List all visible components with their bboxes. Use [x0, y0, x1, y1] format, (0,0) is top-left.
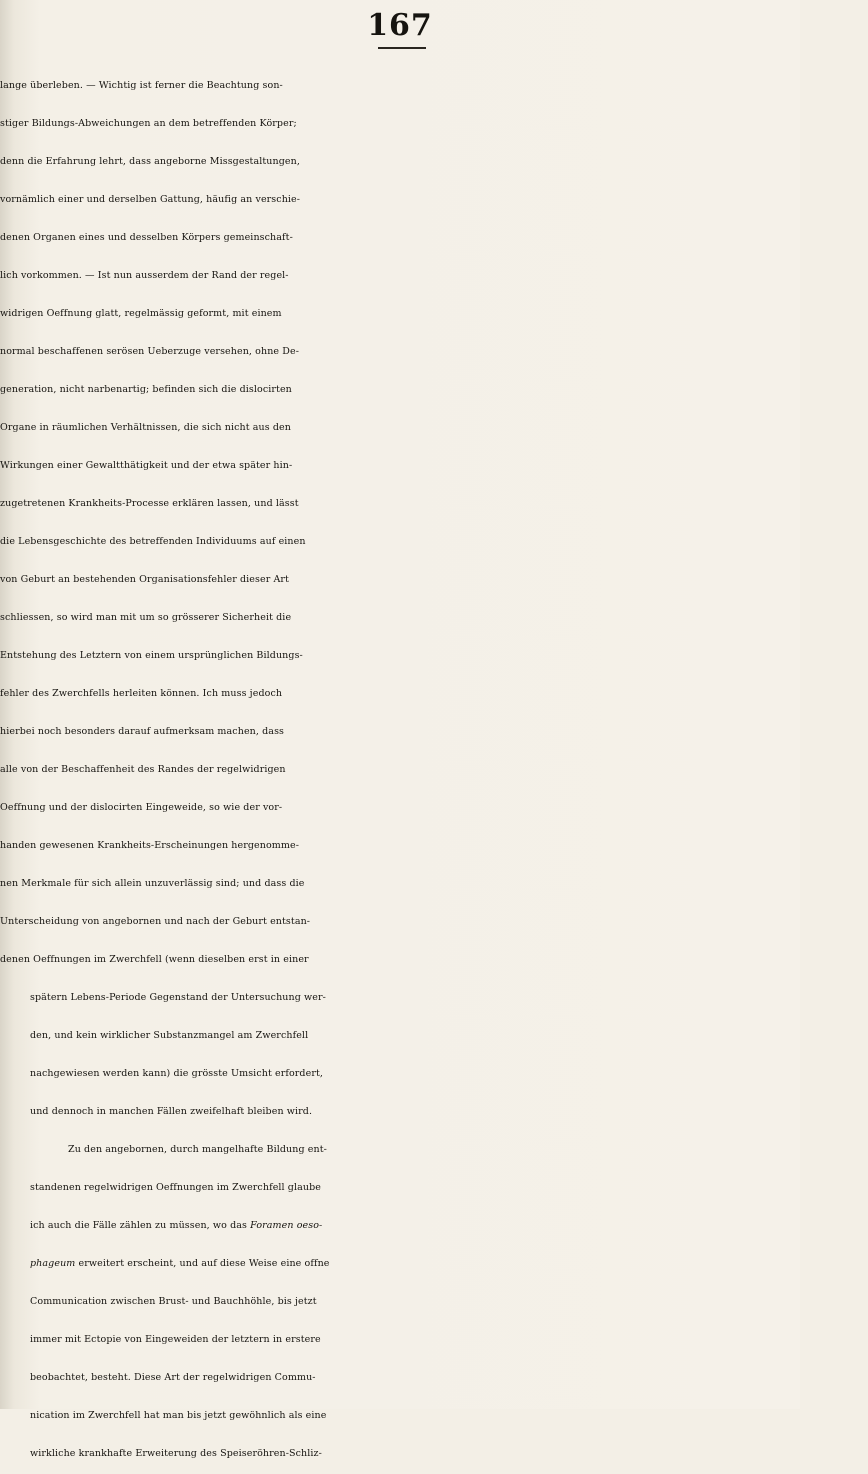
text-line: widrigen Oeffnung glatt, regelmässig geformt, mit einem [0, 308, 282, 319]
text-line: handen gewesenen Krankheits-Erscheinungen hergenomme- [0, 840, 300, 851]
text-line: phageum erweitert erscheint, und auf diese Weise eine offne [30, 1258, 330, 1269]
text-line: generation, nicht narbenartig; befinden sich die dislocirten [0, 384, 292, 395]
text-line: Zu den angebornen, durch mangelhafte Bildung ent- [68, 1144, 327, 1155]
text-line: von Geburt an bestehenden Organisationsfehler dieser Art [0, 574, 289, 585]
text-line: die Lebensgeschichte des betreffenden Individuums auf einen [0, 536, 306, 547]
text-line: lich vorkommen. — Ist nun ausserdem der Rand der regel- [0, 270, 289, 281]
text-line: Wirkungen einer Gewaltthätigkeit und der etwa später hin- [0, 460, 293, 471]
text-line: stiger Bildungs-Abweichungen an dem betreffenden Körper; [0, 118, 297, 129]
text-line: spätern Lebens-Periode Gegenstand der Untersuchung wer- [30, 992, 326, 1003]
text-line: denen Organen eines und desselben Körpers gemeinschaft- [0, 232, 293, 243]
text-line: und dennoch in manchen Fällen zweifelhaft bleiben wird. [30, 1106, 313, 1117]
text-line: nication im Zwerchfell hat man bis jetzt gewöhnlich als eine [30, 1410, 327, 1421]
text-line: denn die Erfahrung lehrt, dass angeborne Missgestaltungen, [0, 156, 300, 167]
page-number: 167 [367, 8, 433, 43]
text-line: vornämlich einer und derselben Gattung, häufig an verschie- [0, 194, 301, 205]
text-line: Communication zwischen Brust- und Bauchhöhle, bis jetzt [30, 1296, 317, 1307]
text-line: fehler des Zwerchfells herleiten können. Ich muss jedoch [0, 688, 283, 699]
text-line: schliessen, so wird man mit um so grösserer Sicherheit die [0, 612, 292, 623]
text-line: den, und kein wirklicher Substanzmangel am Zwerchfell [30, 1030, 309, 1041]
text-line: beobachtet, besteht. Diese Art der regelwidrigen Commu- [30, 1372, 316, 1383]
text-line: denen Oeffnungen im Zwerchfell (wenn dieselben erst in einer [0, 954, 309, 965]
text-line: lange überleben. — Wichtig ist ferner die Beachtung son- [0, 80, 283, 91]
text-line: wirkliche krankhafte Erweiterung des Speiseröhren-Schliz- [30, 1448, 322, 1459]
italic-term: Foramen oeso- [250, 1220, 323, 1231]
text-line: Organe in räumlichen Verhältnissen, die sich nicht aus den [0, 422, 291, 433]
text-line: nen Merkmale für sich allein unzuverlässig sind; und dass die [0, 878, 305, 889]
text-line: hierbei noch besonders darauf aufmerksam machen, dass [0, 726, 285, 737]
text-line: zugetretenen Krankheits-Processe erklären lassen, und lässt [0, 498, 299, 509]
italic-term: phageum [30, 1258, 76, 1269]
text-line: normal beschaffenen serösen Ueberzuge versehen, ohne De- [0, 346, 300, 357]
text-line: Entstehung des Letztern von einem ursprünglichen Bildungs- [0, 650, 303, 661]
text-line: Unterscheidung von angebornen und nach der Geburt entstan- [0, 916, 311, 927]
text-line: immer mit Ectopie von Eingeweiden der letztern in erstere [30, 1334, 321, 1345]
text-line: nachgewiesen werden kann) die grösste Umsicht erfordert, [30, 1068, 324, 1079]
text-line: standenen regelwidrigen Oeffnungen im Zwerchfell glaube [30, 1182, 322, 1193]
text-line: alle von der Beschaffenheit des Randes der regelwidrigen [0, 764, 286, 775]
text-line: Oeffnung und der dislocirten Eingeweide, so wie der vor- [0, 802, 283, 813]
text-line: ich auch die Fälle zählen zu müssen, wo das Foramen oeso- [30, 1220, 323, 1231]
page-number-rule [378, 47, 426, 49]
